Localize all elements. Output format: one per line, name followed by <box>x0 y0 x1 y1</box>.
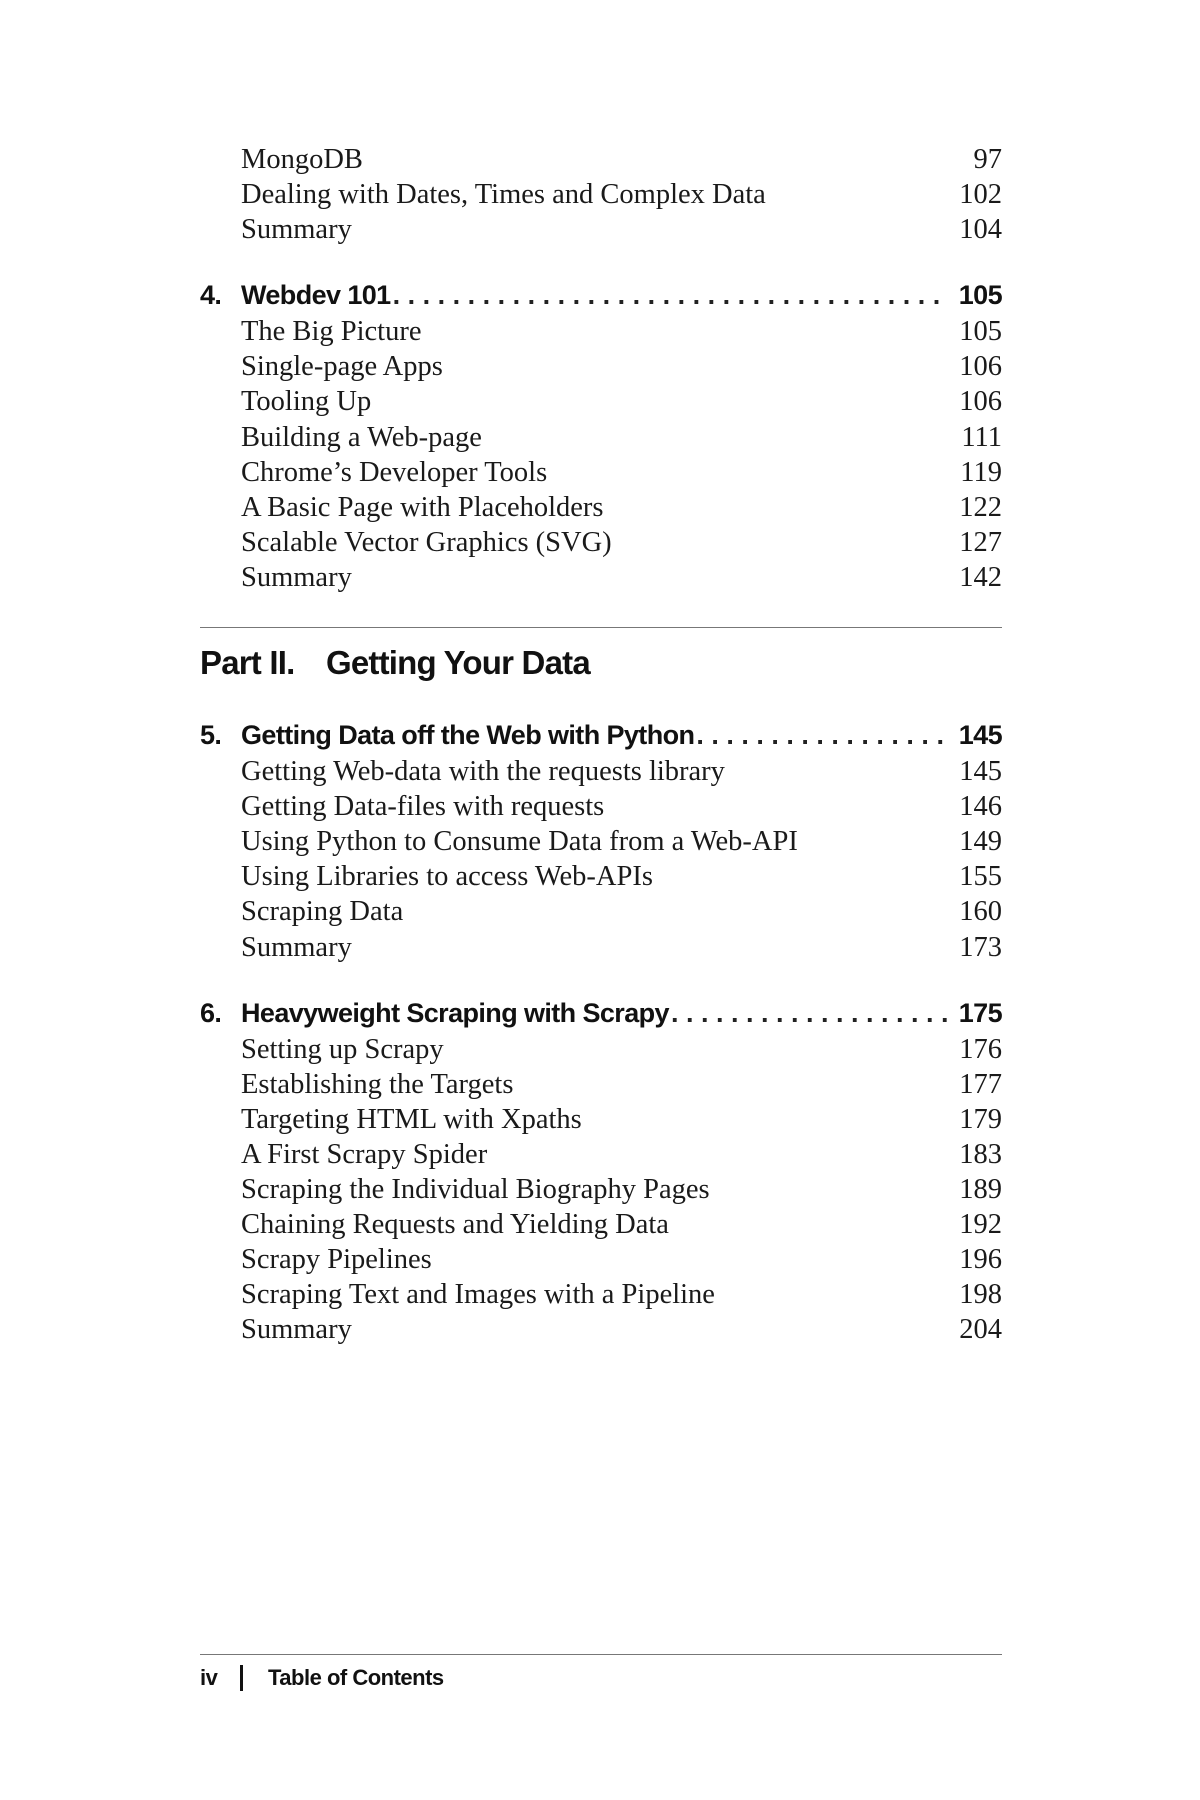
toc-entry[interactable] <box>200 455 1002 490</box>
toc-entry[interactable] <box>200 1242 1002 1277</box>
toc-entry[interactable] <box>200 1277 1002 1312</box>
entry-title: Scraping Data <box>241 896 404 928</box>
part-title: Getting Your Data <box>326 644 590 682</box>
page-footer <box>200 1654 1002 1691</box>
entry-title: Summary <box>241 561 352 593</box>
chapter-title: Getting Data off the Web with Python <box>241 720 695 751</box>
chapter-number: 5. <box>200 720 222 751</box>
entry-page: 173 <box>959 931 1002 963</box>
entry-page: 106 <box>959 351 1002 383</box>
entry-title: The Big Picture <box>241 316 422 348</box>
entry-page: 127 <box>959 526 1002 558</box>
entry-title: Building a Web-page <box>241 421 482 453</box>
entry-page: 176 <box>959 1033 1002 1065</box>
toc-entry[interactable] <box>200 212 1002 247</box>
toc-entry[interactable] <box>200 420 1002 455</box>
entry-title: Scalable Vector Graphics (SVG) <box>241 526 612 558</box>
chapter-number: 6. <box>200 997 222 1028</box>
toc-entry[interactable] <box>200 525 1002 560</box>
entry-page: 142 <box>959 561 1002 593</box>
entry-title: Establishing the Targets <box>241 1068 514 1100</box>
toc-entry[interactable] <box>200 177 1002 212</box>
toc-entry[interactable] <box>200 490 1002 525</box>
entry-title: A First Scrapy Spider <box>241 1138 488 1170</box>
toc-entry[interactable] <box>200 1207 1002 1242</box>
toc-entry[interactable] <box>200 754 1002 789</box>
chapter-heading[interactable] <box>200 716 1002 754</box>
entry-page: 192 <box>959 1209 1002 1241</box>
entry-title: Scraping Text and Images with a Pipeline <box>241 1279 715 1311</box>
entry-page: 111 <box>961 421 1002 453</box>
entry-page: 196 <box>959 1244 1002 1276</box>
toc-entry[interactable] <box>200 349 1002 384</box>
chapter-heading[interactable] <box>200 994 1002 1032</box>
toc-entry[interactable] <box>200 1032 1002 1067</box>
chapter-page: 105 <box>958 280 1002 311</box>
entry-title: Scrapy Pipelines <box>241 1244 432 1276</box>
chapter-4 <box>200 276 1002 595</box>
part-number: Part II. <box>200 644 295 682</box>
entry-title: Tooling Up <box>241 386 372 418</box>
toc-entry[interactable] <box>200 824 1002 859</box>
dot-leader <box>393 276 949 314</box>
dot-leader <box>696 716 948 754</box>
toc-entry[interactable] <box>200 384 1002 419</box>
entry-page: 105 <box>959 316 1002 348</box>
entry-title: Getting Data-files with requests <box>241 791 605 823</box>
entry-title: Scraping the Individual Biography Pages <box>241 1173 710 1205</box>
entry-page: 149 <box>959 826 1002 858</box>
entry-title: Summary <box>241 931 352 963</box>
part-divider <box>200 627 1002 628</box>
entry-page: 179 <box>959 1103 1002 1135</box>
chapter-page: 175 <box>958 997 1002 1028</box>
entry-title: Single-page Apps <box>241 351 443 383</box>
toc-entry[interactable] <box>200 560 1002 595</box>
entry-page: 145 <box>959 756 1002 788</box>
chapter-6 <box>200 994 1002 1348</box>
entry-title: A Basic Page with Placeholders <box>241 491 604 523</box>
part-heading[interactable] <box>200 640 1002 686</box>
chapter-5 <box>200 716 1002 965</box>
toc-entry[interactable] <box>200 930 1002 965</box>
toc-entry[interactable] <box>200 1067 1002 1102</box>
chapter-title: Heavyweight Scraping with Scrapy <box>241 997 669 1028</box>
chapter-heading[interactable] <box>200 276 1002 314</box>
chapter-page: 145 <box>958 720 1002 751</box>
toc-entry[interactable] <box>200 142 1002 177</box>
entry-page: 204 <box>959 1314 1002 1346</box>
toc-entry[interactable] <box>200 1102 1002 1137</box>
entry-title: Getting Web-data with the requests library <box>241 756 725 788</box>
toc-entry[interactable] <box>200 859 1002 894</box>
entry-page: 119 <box>960 456 1002 488</box>
entry-page: 106 <box>959 386 1002 418</box>
page-folio: iv <box>200 1665 218 1690</box>
entry-page: 102 <box>959 179 1002 211</box>
entry-page: 177 <box>959 1068 1002 1100</box>
entry-title: Dealing with Dates, Times and Complex Data <box>241 179 766 211</box>
entry-page: 183 <box>959 1138 1002 1170</box>
running-head: Table of Contents <box>268 1665 444 1690</box>
toc-entry[interactable] <box>200 314 1002 349</box>
entry-title: Setting up Scrapy <box>241 1033 444 1065</box>
entry-title: Chrome’s Developer Tools <box>241 456 548 488</box>
entry-page: 189 <box>959 1173 1002 1205</box>
entry-page: 146 <box>959 791 1002 823</box>
entry-title: Using Python to Consume Data from a Web-API <box>241 826 798 858</box>
toc-page <box>200 142 1002 1347</box>
footer-separator <box>240 1665 243 1691</box>
toc-entry[interactable] <box>200 1172 1002 1207</box>
toc-entry[interactable] <box>200 894 1002 929</box>
entry-page: 97 <box>973 144 1002 175</box>
entry-title: Chaining Requests and Yielding Data <box>241 1209 669 1241</box>
entry-title: Targeting HTML with Xpaths <box>241 1103 582 1135</box>
entry-page: 160 <box>959 896 1002 928</box>
entry-page: 155 <box>959 861 1002 893</box>
chapter-number: 4. <box>200 280 222 311</box>
entry-title: Summary <box>241 1314 352 1346</box>
top-entries <box>200 142 1002 247</box>
entry-title: MongoDB <box>241 144 363 175</box>
entry-title: Summary <box>241 214 352 246</box>
entry-page: 104 <box>959 214 1002 246</box>
chapter-title: Webdev 101 <box>241 280 391 311</box>
toc-entry[interactable] <box>200 1137 1002 1172</box>
toc-entry[interactable] <box>200 1312 1002 1347</box>
entry-page: 122 <box>959 491 1002 523</box>
entry-title: Using Libraries to access Web-APIs <box>241 861 653 893</box>
toc-entry[interactable] <box>200 789 1002 824</box>
entry-page: 198 <box>959 1279 1002 1311</box>
dot-leader <box>671 994 949 1032</box>
